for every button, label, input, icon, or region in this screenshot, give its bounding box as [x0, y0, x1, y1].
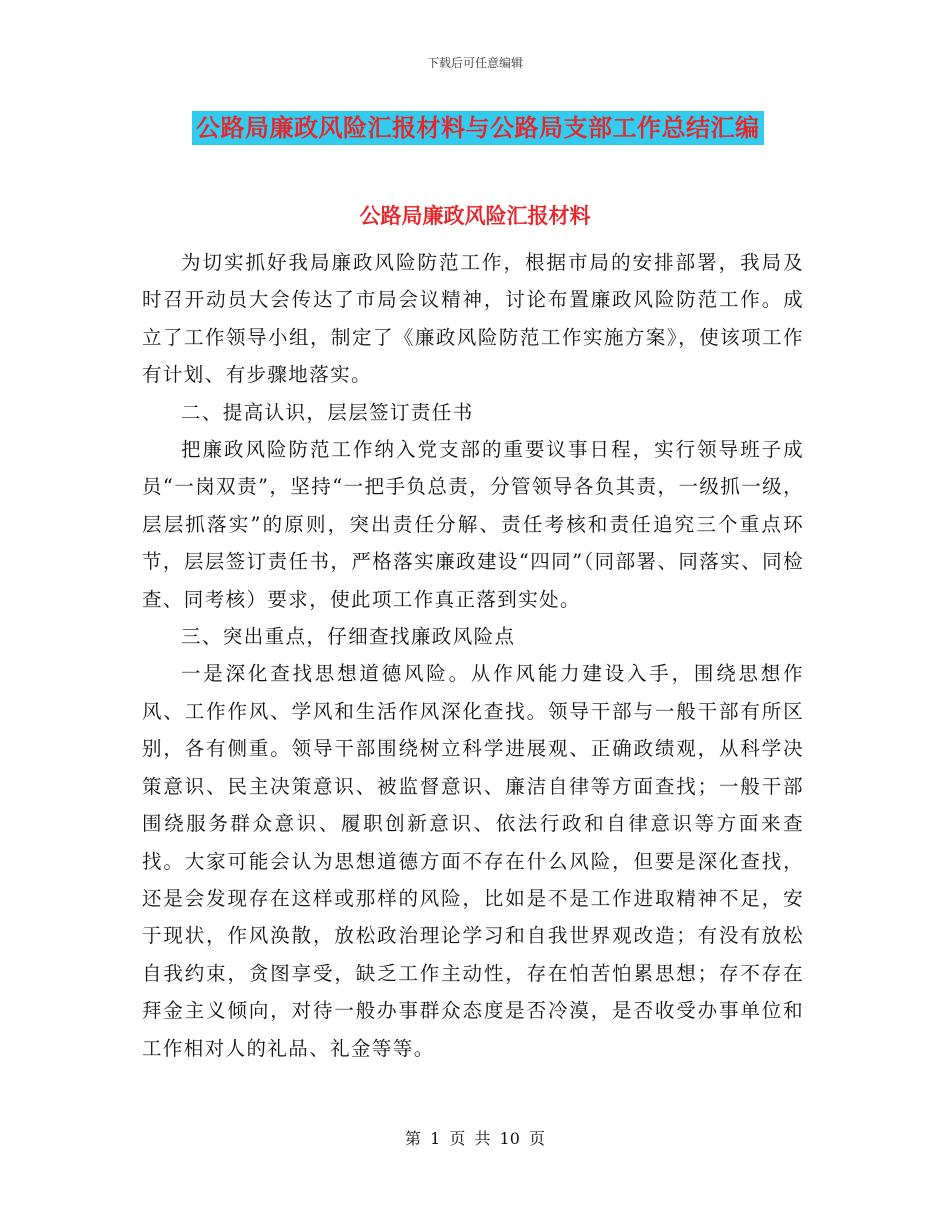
heading-raise-awareness: 二、提高认识，层层签订责任书: [181, 400, 474, 424]
paragraph-intro: 为切实抓好我局廉政风险防范工作，根据市局的安排部署，我局及时召开动员大会传达了市局会议精神，讨论布置廉政风险防范工作。成立了工作领导小组，制定了《廉政风险防范工作实施方案》，使该项工作有计划、有步骤地落实。: [142, 251, 804, 387]
document-title: 公路局廉政风险汇报材料与公路局支部工作总结汇编: [192, 111, 764, 145]
document-body: [142, 244, 804, 1067]
paragraph-responsibility: 把廉政风险防范工作纳入党支部的重要议事日程，实行领导班子成员“一岗双责”，坚持“一把手负总责，分管领导各负其责，一级抓一级，层层抓落实”的原则，突出责任分解、责任考核和责任追究三个重点环节，层层签订责任书，严格落实廉政建设“四同”（同部署、同落实、同检查、同考核）要求，使此项工作真正落到实处。: [142, 438, 804, 611]
page-number: 第 1 页 共 10 页: [405, 1129, 545, 1148]
section-title: 公路局廉政风险汇报材料: [359, 204, 591, 228]
paragraph-moral-risk: 一是深化查找思想道德风险。从作风能力建设入手，围绕思想作风、工作作风、学风和生活作风深化查找。领导干部与一般干部有所区别，各有侧重。领导干部围绕树立科学进展观、正确政绩观，从科学决策意识、民主决策意识、被监督意识、廉洁自律等方面查找；一般干部围绕服务群众意识、履职创新意识、依法行政和自律意识等方面来查找。大家可能会认为思想道德方面不存在什么风险，但要是深化查找，还是会发现存在这样或那样的风险，比如是不是工作进取精神不足，安于现状，作风涣散，放松政治理论学习和自我世界观改造；有没有放松自我约束，贪图享受，缺乏工作主动性，存在怕苦怕累思想；存不存在拜金主义倾向，对待一般办事群众态度是否冷漠，是否收受办事单位和工作相对人的礼品、礼金等等。: [142, 662, 804, 1060]
page-header-note: 下载后可任意编辑: [426, 56, 523, 70]
heading-find-risk-points: 三、突出重点，仔细查找廉政风险点: [181, 625, 516, 649]
